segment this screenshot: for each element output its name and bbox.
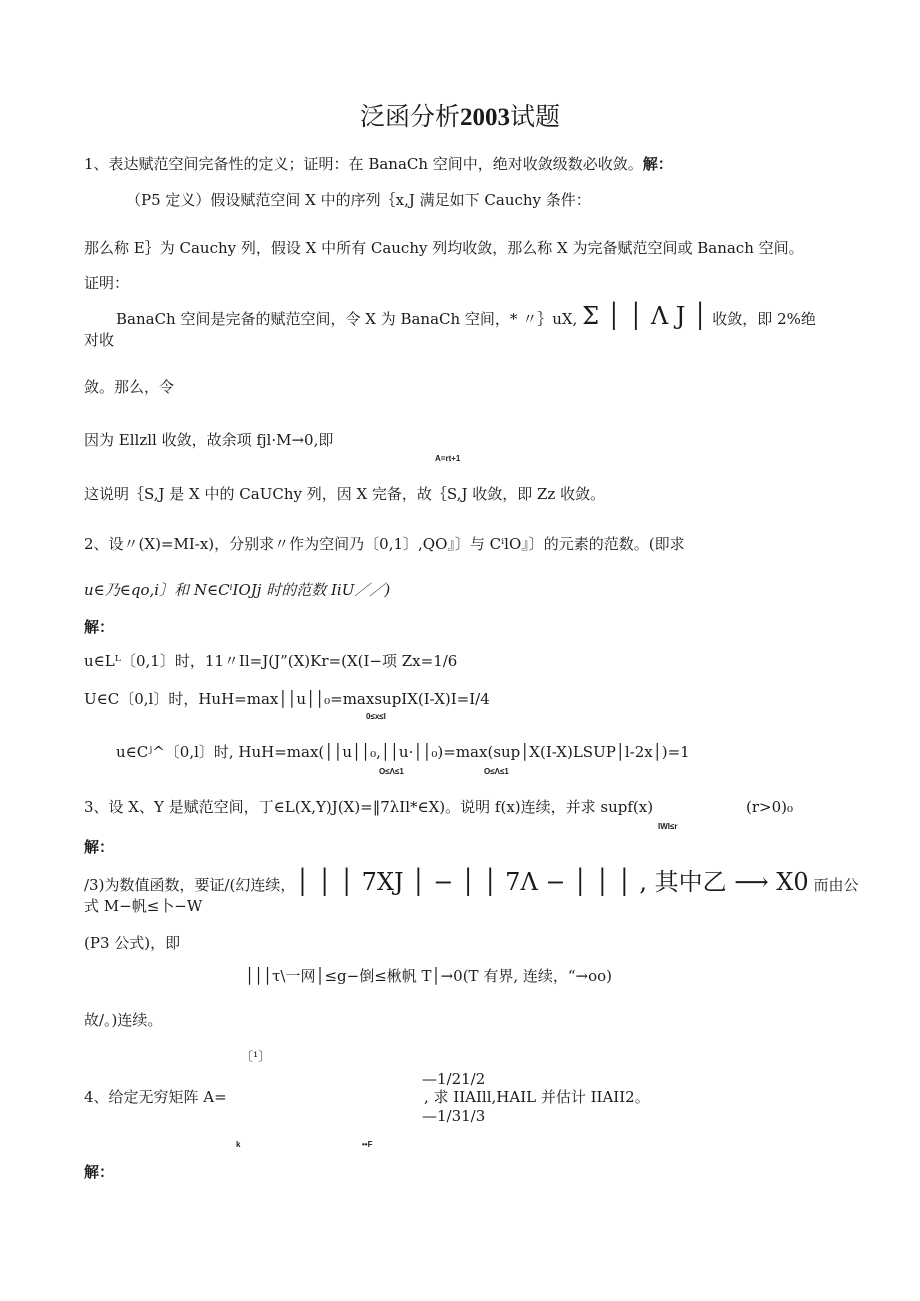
q3-line1: /3)为数值函数，要证/(幻连续，│ │ │ 7XJ │ − │ │ 7Λ − │ │ │ , 其中乙 ⟶ X0 而由公 (84, 868, 859, 896)
q2-line1: u∈Lᴸ〔0,1〕时，11〃Il=J(J”(X)Kr=(X(I−项 Zx=1/6 (84, 652, 458, 670)
q2-jie-label: 解： (84, 618, 115, 636)
q1-proof-line: BanaCh 空间是完备的赋范空间，令 X 为 BanaCh 空间，* 〃｝uX, Σ │ │ Λ J │ 收敛，即 2%绝 (116, 302, 816, 330)
q4-question-tail: , 求 IIAIll,HAIL 并估计 IIAII2。 (424, 1088, 650, 1106)
q4-mark-f: ••F (362, 1140, 373, 1149)
q3-line2: (P3 公式)，即 (84, 934, 181, 952)
q3-line1-cont: 式 M−帆≤卜−W (84, 897, 203, 915)
q2-line3-subscript-2: O≤Λ≤1 (484, 767, 509, 776)
q4-matrix-row2: —1/31/3 (422, 1107, 486, 1125)
q2-line2-subscript: 0≤x≤l (366, 712, 386, 721)
q4-jie-label: 解： (84, 1163, 115, 1181)
q2-line3: u∈Cʲ^〔0,l〕时, HuH=max(││u││₀,││u·││₀)=max(sup│X(I-X)LSUP│l-2x│)=1 (116, 743, 690, 761)
q1-sum-subscript: A=rt+1 (435, 454, 461, 463)
q3-jie-label: 解： (84, 838, 115, 856)
q3-continuity-expr: │ │ │ 7XJ │ − │ │ 7Λ − │ │ │ , 其中乙 ⟶ X0 (295, 868, 809, 896)
q1-proof-label: 证明： (84, 274, 130, 292)
page-title: 泛函分析2003试题 (359, 102, 561, 131)
q3-line3: │││τ\一网│≤g−倒≤楸帆 T│→0(T 有界, 连续，“→oo) (245, 967, 613, 985)
q1-norm-sum: Σ │ │ Λ J │ (582, 302, 708, 330)
q2-question: 2、设〃(X)=MI-x)，分别求〃作为空间乃〔0,1〕,QO』〕与 CⁱlO』〕的元素的范数。(即求 (84, 535, 685, 553)
q1-proof-line2: 敛。那么，令 (84, 378, 175, 396)
q3-question-tail: (r>0)₀ (746, 798, 793, 816)
q3-sup-subscript: IWI≤r (658, 822, 678, 831)
q1-proof-cont: 对收 (84, 331, 115, 349)
q2-line2: U∈C〔0,l〕时，HuH=max││u││₀=maxsupIX(I-X)I=I/4 (84, 690, 490, 708)
q1-jie-label: 解： (642, 155, 673, 173)
q3-line4: 故/。)连续。 (84, 1011, 163, 1029)
q1-definition: （P5 定义）假设赋范空间 X 中的序列｛x,J 满足如下 Cauchy 条件： (126, 191, 591, 209)
q1-definition-cont: 那么称 E｝为 Cauchy 列，假设 X 中所有 Cauchy 列均收敛，那么称 X 为完备赋范空间或 Banach 空间。 (84, 239, 804, 257)
q4-mark-k: k (236, 1140, 241, 1149)
q1-question: 1、表达赋范空间完备性的定义；证明：在 BanaCh 空间中，绝对收敛级数必收敛。解： (84, 155, 673, 173)
q4-question: 4、给定无穷矩阵 A= (84, 1088, 227, 1106)
q1-proof-line3: 因为 Ellzll 收敛，故余项 fjl·M→0,即 (84, 431, 334, 449)
q2-question-cont: u∈乃∈qo,i〕和 N∈CⁱIOJj 时的范数 IiU／／) (84, 581, 391, 599)
q4-matrix-bracket: 〔¹〕 (240, 1050, 272, 1065)
q2-line3-subscript-1: O≤Λ≤1 (379, 767, 404, 776)
q1-proof-line4: 这说明｛S,J 是 X 中的 CaUChy 列，因 X 完备，故｛S,J 收敛，即 Zz 收敛。 (84, 485, 606, 503)
q3-question: 3、设 X、Y 是赋范空间，丁∈L(X,Y)J(X)=‖7λIl*∈X)。说明 f(x)连续，并求 supf(x) (84, 798, 654, 816)
q4-matrix-row1: —1/21/2 (422, 1070, 486, 1088)
